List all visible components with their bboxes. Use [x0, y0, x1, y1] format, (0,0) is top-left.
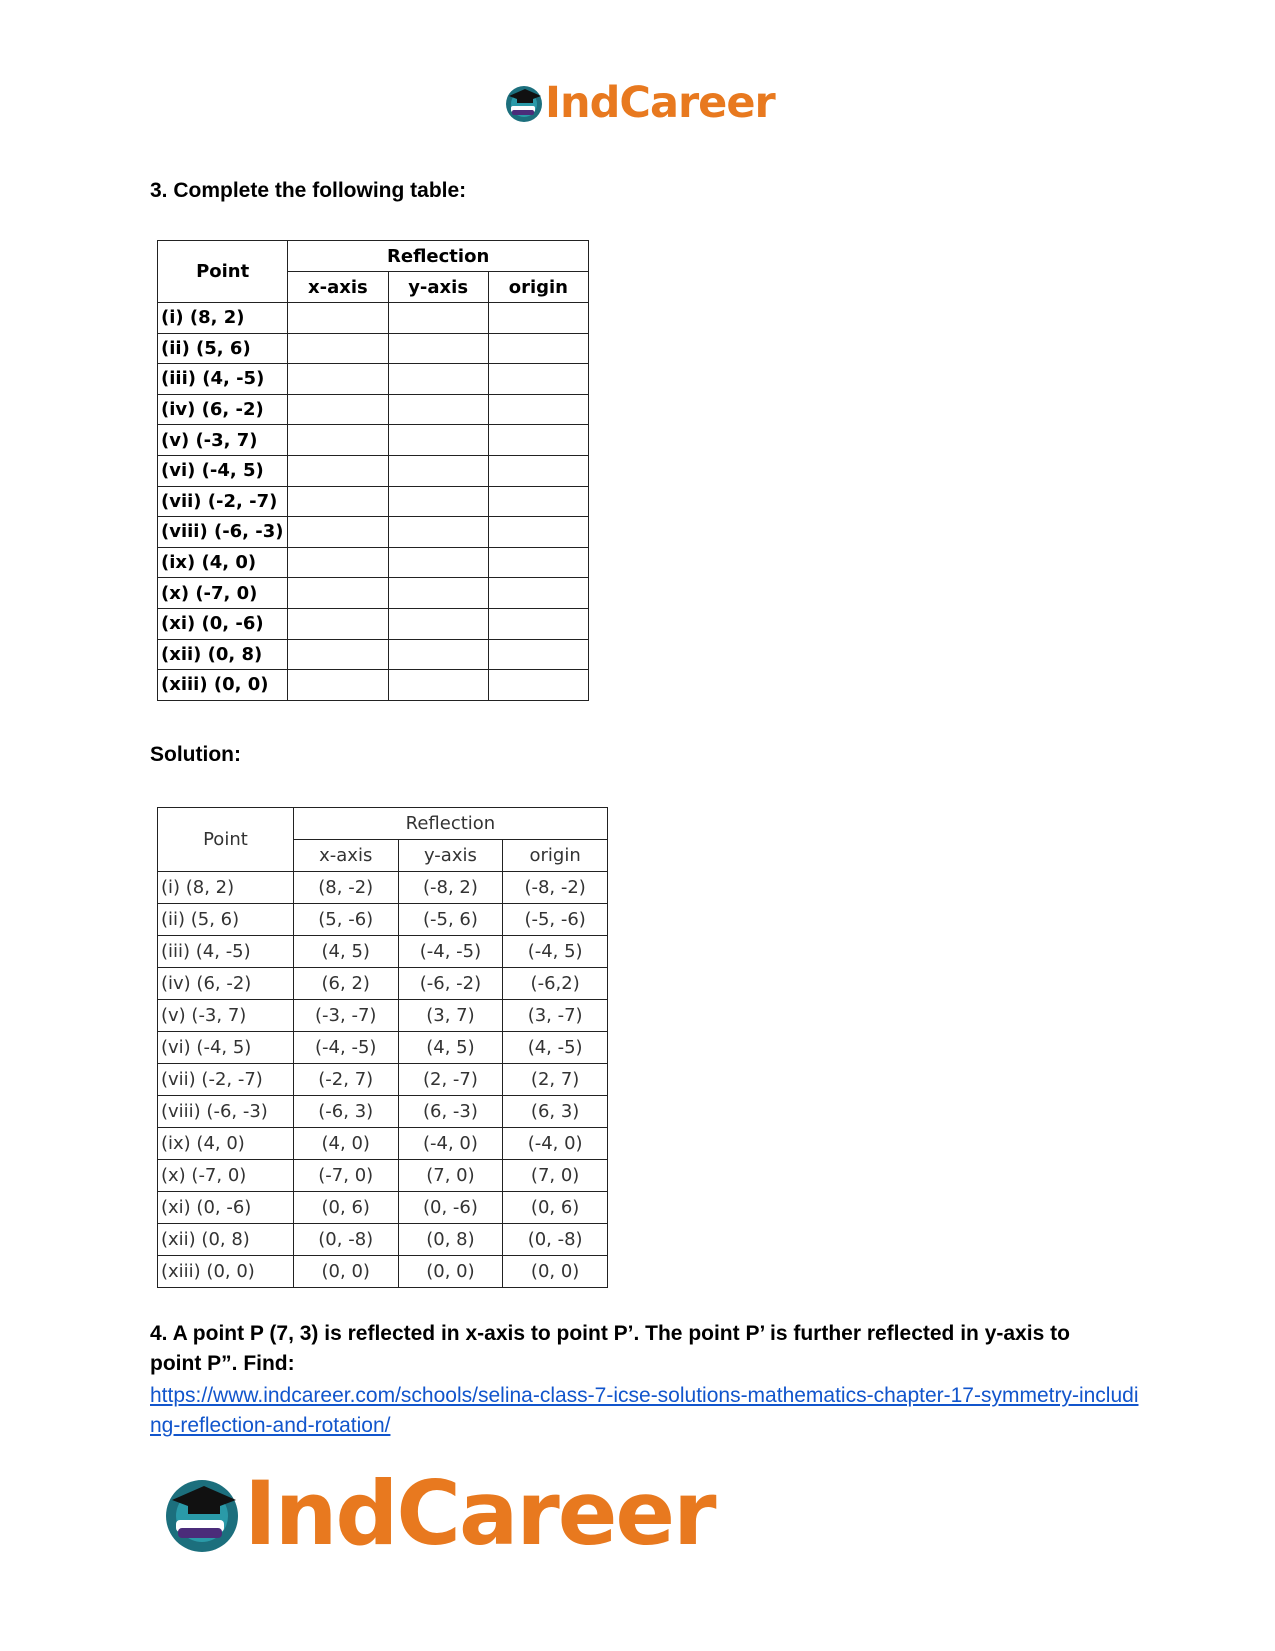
- point-cell: (xiii) (0, 0): [158, 1256, 294, 1288]
- reflection-cell: (-8, -2): [503, 872, 608, 904]
- table-row: [158, 1192, 608, 1224]
- table-row: [158, 1256, 608, 1288]
- empty-cell: [388, 639, 488, 670]
- reflection-cell: (2, 7): [503, 1064, 608, 1096]
- table-row: [158, 486, 589, 517]
- table-row: [158, 639, 589, 670]
- reflection-cell: (-7, 0): [293, 1160, 398, 1192]
- brand-name: IndCareer: [545, 78, 775, 128]
- point-cell: (ix) (4, 0): [158, 547, 288, 578]
- point-cell: (iii) (4, -5): [158, 936, 294, 968]
- empty-cell: [488, 517, 588, 548]
- reflection-cell: (-8, 2): [398, 872, 503, 904]
- source-link[interactable]: https://www.indcareer.com/schools/selina-class-7-icse-solutions-mathematics-chapter-17-symmetry-including-reflection-and-rotation/: [150, 1384, 1139, 1437]
- reflection-cell: (4, 5): [398, 1032, 503, 1064]
- point-cell: (x) (-7, 0): [158, 578, 288, 609]
- table-row: [158, 670, 589, 701]
- reflection-header: Reflection: [293, 808, 607, 840]
- empty-cell: [488, 364, 588, 395]
- reflection-cell: (7, 0): [503, 1160, 608, 1192]
- solution-reflection-table: [157, 807, 608, 1288]
- point-cell: (viii) (-6, -3): [158, 1096, 294, 1128]
- blank-reflection-table: [157, 240, 589, 701]
- point-cell: (iv) (6, -2): [158, 394, 288, 425]
- empty-cell: [388, 303, 488, 334]
- empty-cell: [288, 303, 388, 334]
- point-cell: (iii) (4, -5): [158, 364, 288, 395]
- empty-cell: [488, 608, 588, 639]
- reflection-cell: (6, 3): [503, 1096, 608, 1128]
- table-row: [158, 394, 589, 425]
- empty-cell: [388, 394, 488, 425]
- question-3-heading: 3. Complete the following table:: [150, 179, 467, 202]
- reflection-cell: (6, -3): [398, 1096, 503, 1128]
- table-row: [158, 547, 589, 578]
- empty-cell: [288, 333, 388, 364]
- empty-cell: [288, 639, 388, 670]
- empty-cell: [288, 364, 388, 395]
- table-row: [158, 1032, 608, 1064]
- reflection-cell: (2, -7): [398, 1064, 503, 1096]
- table-row: [158, 333, 589, 364]
- reflection-cell: (8, -2): [293, 872, 398, 904]
- empty-cell: [388, 608, 488, 639]
- empty-cell: [288, 394, 388, 425]
- point-cell: (i) (8, 2): [158, 303, 288, 334]
- reflection-header: Reflection: [288, 241, 589, 272]
- empty-cell: [388, 517, 488, 548]
- point-cell: (vi) (-4, 5): [158, 455, 288, 486]
- empty-cell: [288, 486, 388, 517]
- table-row: [158, 872, 608, 904]
- empty-cell: [488, 425, 588, 456]
- solution-table-body: [158, 872, 608, 1288]
- reflection-cell: (-6,2): [503, 968, 608, 1000]
- point-header: Point: [158, 241, 288, 303]
- point-cell: (x) (-7, 0): [158, 1160, 294, 1192]
- empty-cell: [288, 608, 388, 639]
- reflection-cell: (3, -7): [503, 1000, 608, 1032]
- reflection-cell: (-6, -2): [398, 968, 503, 1000]
- reflection-cell: (-4, 0): [398, 1128, 503, 1160]
- reflection-cell: (0, -8): [503, 1224, 608, 1256]
- point-cell: (xiii) (0, 0): [158, 670, 288, 701]
- table-row: [158, 455, 589, 486]
- empty-cell: [488, 394, 588, 425]
- reflection-cell: (-4, -5): [398, 936, 503, 968]
- empty-cell: [288, 455, 388, 486]
- origin-header: origin: [488, 272, 588, 303]
- reflection-cell: (0, -6): [398, 1192, 503, 1224]
- reflection-cell: (0, -8): [293, 1224, 398, 1256]
- table-row: [158, 1096, 608, 1128]
- empty-cell: [388, 486, 488, 517]
- empty-cell: [488, 455, 588, 486]
- empty-cell: [388, 364, 488, 395]
- table-row: [158, 936, 608, 968]
- reflection-cell: (0, 0): [398, 1256, 503, 1288]
- point-cell: (xii) (0, 8): [158, 1224, 294, 1256]
- reflection-cell: (4, 0): [293, 1128, 398, 1160]
- reflection-cell: (4, -5): [503, 1032, 608, 1064]
- empty-cell: [488, 303, 588, 334]
- point-cell: (xi) (0, -6): [158, 608, 288, 639]
- y-axis-header: y-axis: [398, 840, 503, 872]
- point-cell: (ii) (5, 6): [158, 333, 288, 364]
- table-row: [158, 1128, 608, 1160]
- blank-table-body: [158, 303, 589, 701]
- empty-cell: [288, 517, 388, 548]
- point-cell: (vii) (-2, -7): [158, 1064, 294, 1096]
- empty-cell: [288, 578, 388, 609]
- empty-cell: [388, 455, 488, 486]
- point-cell: (viii) (-6, -3): [158, 517, 288, 548]
- origin-header: origin: [503, 840, 608, 872]
- point-cell: (ix) (4, 0): [158, 1128, 294, 1160]
- reflection-cell: (0, 8): [398, 1224, 503, 1256]
- empty-cell: [388, 670, 488, 701]
- graduation-book-icon: [160, 1472, 244, 1556]
- point-cell: (vi) (-4, 5): [158, 1032, 294, 1064]
- point-cell: (xii) (0, 8): [158, 639, 288, 670]
- reflection-cell: (5, -6): [293, 904, 398, 936]
- point-header: Point: [158, 808, 294, 872]
- empty-cell: [488, 578, 588, 609]
- empty-cell: [488, 670, 588, 701]
- reflection-cell: (6, 2): [293, 968, 398, 1000]
- table-row: [158, 1000, 608, 1032]
- empty-cell: [288, 670, 388, 701]
- solution-heading: Solution:: [150, 743, 241, 766]
- empty-cell: [488, 547, 588, 578]
- empty-cell: [388, 578, 488, 609]
- brand-name: IndCareer: [244, 1462, 715, 1565]
- reflection-cell: (0, 0): [503, 1256, 608, 1288]
- table-row: [158, 303, 589, 334]
- reflection-cell: (-5, -6): [503, 904, 608, 936]
- empty-cell: [488, 333, 588, 364]
- empty-cell: [488, 486, 588, 517]
- empty-cell: [388, 547, 488, 578]
- reflection-cell: (3, 7): [398, 1000, 503, 1032]
- reflection-cell: (7, 0): [398, 1160, 503, 1192]
- reflection-cell: (-6, 3): [293, 1096, 398, 1128]
- table-row: [158, 1224, 608, 1256]
- header-logo: [503, 78, 775, 128]
- reflection-cell: (4, 5): [293, 936, 398, 968]
- reflection-cell: (-4, -5): [293, 1032, 398, 1064]
- reflection-cell: (0, 0): [293, 1256, 398, 1288]
- graduation-book-icon: [503, 82, 545, 124]
- reflection-cell: (-2, 7): [293, 1064, 398, 1096]
- empty-cell: [288, 425, 388, 456]
- x-axis-header: x-axis: [293, 840, 398, 872]
- table-row: [158, 364, 589, 395]
- table-row: [158, 608, 589, 639]
- x-axis-header: x-axis: [288, 272, 388, 303]
- footer-logo: [160, 1462, 715, 1565]
- reflection-cell: (-5, 6): [398, 904, 503, 936]
- question-4-text: 4. A point P (7, 3) is reflected in x-axis to point P’. The point P’ is further reflected in y-axis to point P”. Find:: [150, 1322, 1070, 1375]
- empty-cell: [288, 547, 388, 578]
- point-cell: (v) (-3, 7): [158, 1000, 294, 1032]
- point-cell: (v) (-3, 7): [158, 425, 288, 456]
- point-cell: (ii) (5, 6): [158, 904, 294, 936]
- point-cell: (xi) (0, -6): [158, 1192, 294, 1224]
- table-row: [158, 578, 589, 609]
- reflection-cell: (-3, -7): [293, 1000, 398, 1032]
- y-axis-header: y-axis: [388, 272, 488, 303]
- table-row: [158, 425, 589, 456]
- reflection-cell: (0, 6): [503, 1192, 608, 1224]
- empty-cell: [488, 639, 588, 670]
- table-row: [158, 968, 608, 1000]
- reflection-cell: (0, 6): [293, 1192, 398, 1224]
- empty-cell: [388, 333, 488, 364]
- table-row: [158, 904, 608, 936]
- table-row: [158, 517, 589, 548]
- table-row: [158, 1064, 608, 1096]
- point-cell: (vii) (-2, -7): [158, 486, 288, 517]
- point-cell: (iv) (6, -2): [158, 968, 294, 1000]
- reflection-cell: (-4, 5): [503, 936, 608, 968]
- reflection-cell: (-4, 0): [503, 1128, 608, 1160]
- point-cell: (i) (8, 2): [158, 872, 294, 904]
- table-row: [158, 1160, 608, 1192]
- empty-cell: [388, 425, 488, 456]
